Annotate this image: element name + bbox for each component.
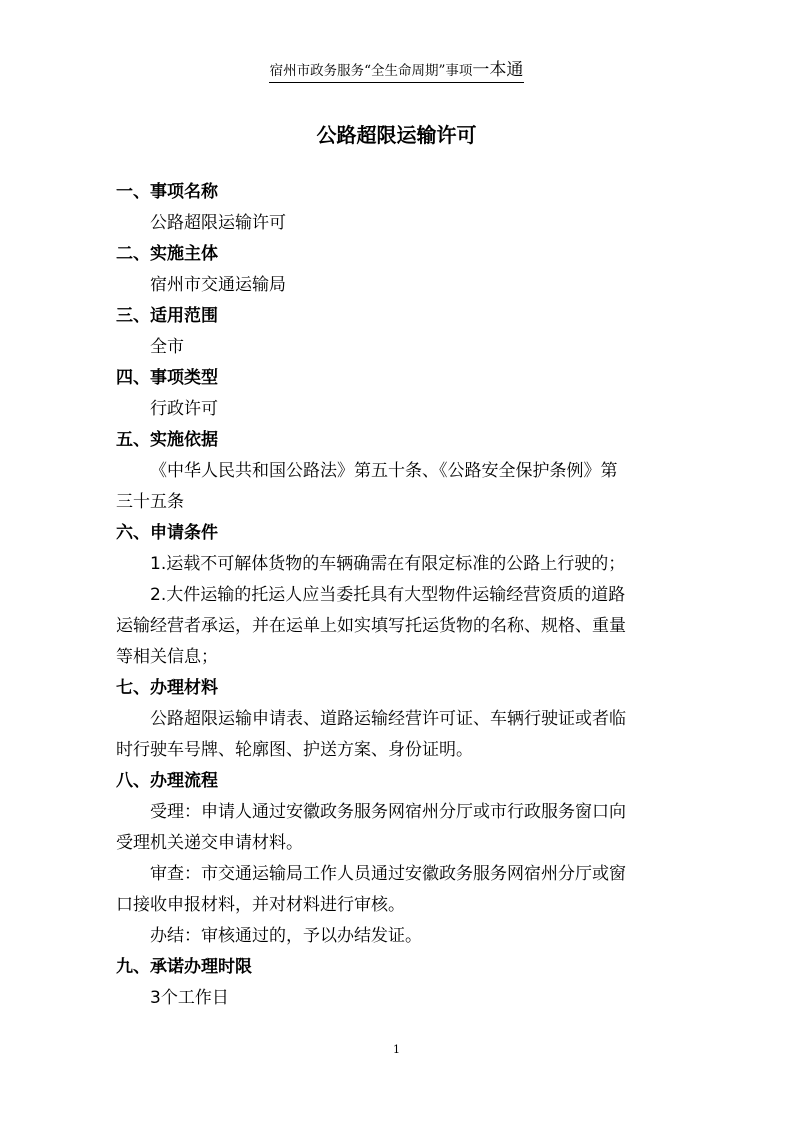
page-header bbox=[0, 60, 793, 83]
header-text: 宿州市政务服务“全生命周期”事项 bbox=[269, 63, 473, 79]
section-heading: 九、承诺办理时限 bbox=[116, 957, 252, 977]
body-line: 审查：市交通运输局工作人员通过安徽政务服务网宿州分厅或窗 bbox=[150, 864, 626, 884]
body-line: 公路超限运输申请表、道路运输经营许可证、车辆行驶证或者临 bbox=[150, 709, 626, 729]
body-line: 口接收申报材料，并对材料进行审核。 bbox=[116, 895, 405, 915]
body-line: 办结：审核通过的，予以办结发证。 bbox=[150, 926, 422, 946]
body-line: 1.运载不可解体货物的车辆确需在有限定标准的公路上行驶的； bbox=[150, 554, 626, 574]
section-heading: 二、实施主体 bbox=[116, 244, 218, 264]
section-heading: 五、实施依据 bbox=[116, 430, 218, 450]
body-line: 全市 bbox=[150, 337, 184, 357]
body-line: 3个工作日 bbox=[150, 988, 229, 1008]
section-heading: 一、事项名称 bbox=[116, 182, 218, 202]
body-line: 行政许可 bbox=[150, 399, 218, 419]
document-body bbox=[116, 177, 676, 1014]
section-heading: 三、适用范围 bbox=[116, 306, 218, 326]
section-heading: 四、事项类型 bbox=[116, 368, 218, 388]
body-line: 2.大件运输的托运人应当委托具有大型物件运输经营资质的道路 bbox=[150, 585, 626, 605]
body-line: 三十五条 bbox=[116, 492, 184, 512]
body-line: 《中华人民共和国公路法》第五十条、《公路安全保护条例》第 bbox=[150, 461, 618, 481]
section-heading: 七、办理材料 bbox=[116, 678, 218, 698]
body-line: 时行驶车号牌、轮廓图、护送方案、身份证明。 bbox=[116, 740, 473, 760]
page-number: 1 bbox=[393, 1043, 400, 1056]
body-line: 运输经营者承运，并在运单上如实填写托运货物的名称、规格、重量 bbox=[116, 616, 626, 636]
header-text-large: 一本通 bbox=[472, 60, 524, 80]
body-line: 受理机关递交申请材料。 bbox=[116, 833, 303, 853]
document-title: 公路超限运输许可 bbox=[316, 123, 477, 147]
section-heading: 八、办理流程 bbox=[116, 771, 218, 791]
body-line: 宿州市交通运输局 bbox=[150, 275, 286, 295]
body-line: 公路超限运输许可 bbox=[150, 213, 286, 233]
header-underline bbox=[269, 60, 525, 83]
section-heading: 六、申请条件 bbox=[116, 523, 218, 543]
body-line: 等相关信息； bbox=[116, 647, 218, 667]
body-line: 受理：申请人通过安徽政务服务网宿州分厅或市行政服务窗口向 bbox=[150, 802, 626, 822]
